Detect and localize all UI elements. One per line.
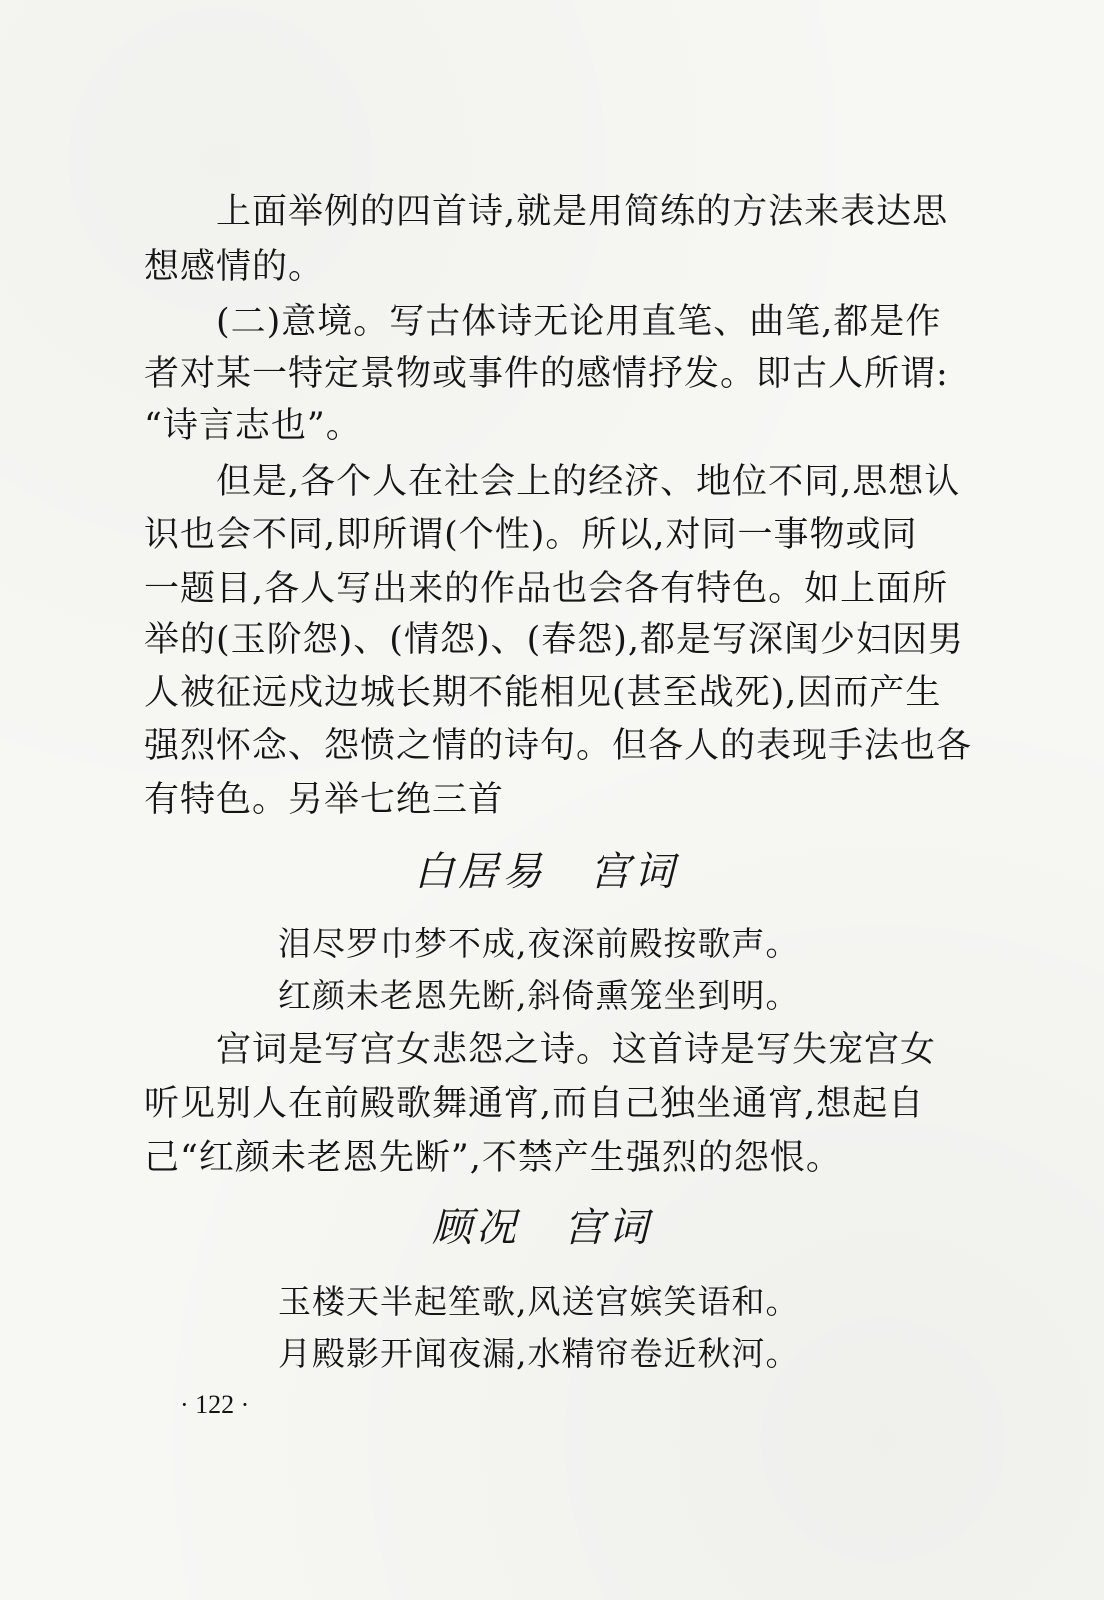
body-line: 但是,各个人在社会上的经济、地位不同,思想认: [216, 462, 961, 502]
body-line: 强烈怀念、怨愤之情的诗句。但各人的表现手法也各: [144, 726, 973, 766]
body-line: 人被征远戍边城长期不能相见(甚至战死),因而产生: [144, 673, 942, 713]
body-line: (二)意境。写古体诗无论用直笔、曲笔,都是作: [216, 302, 942, 342]
commentary-line: 宫词是写宫女悲怨之诗。这首诗是写失宠宫女: [216, 1030, 937, 1070]
body-line: 识也会不同,即所谓(个性)。所以,对同一事物或同: [144, 515, 918, 555]
body-line: “诗言志也”。: [144, 406, 362, 446]
poem-title: 白居易 宫词: [414, 849, 678, 895]
page-number: · 122 ·: [180, 1390, 250, 1419]
commentary-line: 听见别人在前殿歌舞通宵,而自己独坐通宵,想起自: [144, 1084, 925, 1124]
poem-line: 泪尽罗巾梦不成,夜深前殿按歌声。: [278, 924, 800, 963]
poem-title: 顾况 宫词: [432, 1205, 652, 1251]
body-line: 想感情的。: [144, 247, 325, 287]
body-line: 一题目,各人写出来的作品也会各有特色。如上面所: [144, 569, 949, 609]
poem-line: 玉楼天半起笙歌,风送宫嫔笑语和。: [278, 1282, 800, 1321]
poem-line: 月殿影开闻夜漏,水精帘卷近秋河。: [278, 1334, 800, 1373]
body-line: 者对某一特定景物或事件的感情抒发。即古人所谓:: [144, 354, 949, 394]
body-line: 有特色。另举七绝三首: [144, 780, 505, 820]
commentary-line: 己“红颜未老恩先断”,不禁产生强烈的怨恨。: [144, 1138, 842, 1178]
body-line: 举的(玉阶怨)、(情怨)、(春怨),都是写深闺少妇因男: [144, 620, 965, 660]
poem-line: 红颜未老恩先断,斜倚熏笼坐到明。: [278, 976, 800, 1015]
body-line: 上面举例的四首诗,就是用简练的方法来表达思: [216, 192, 949, 232]
